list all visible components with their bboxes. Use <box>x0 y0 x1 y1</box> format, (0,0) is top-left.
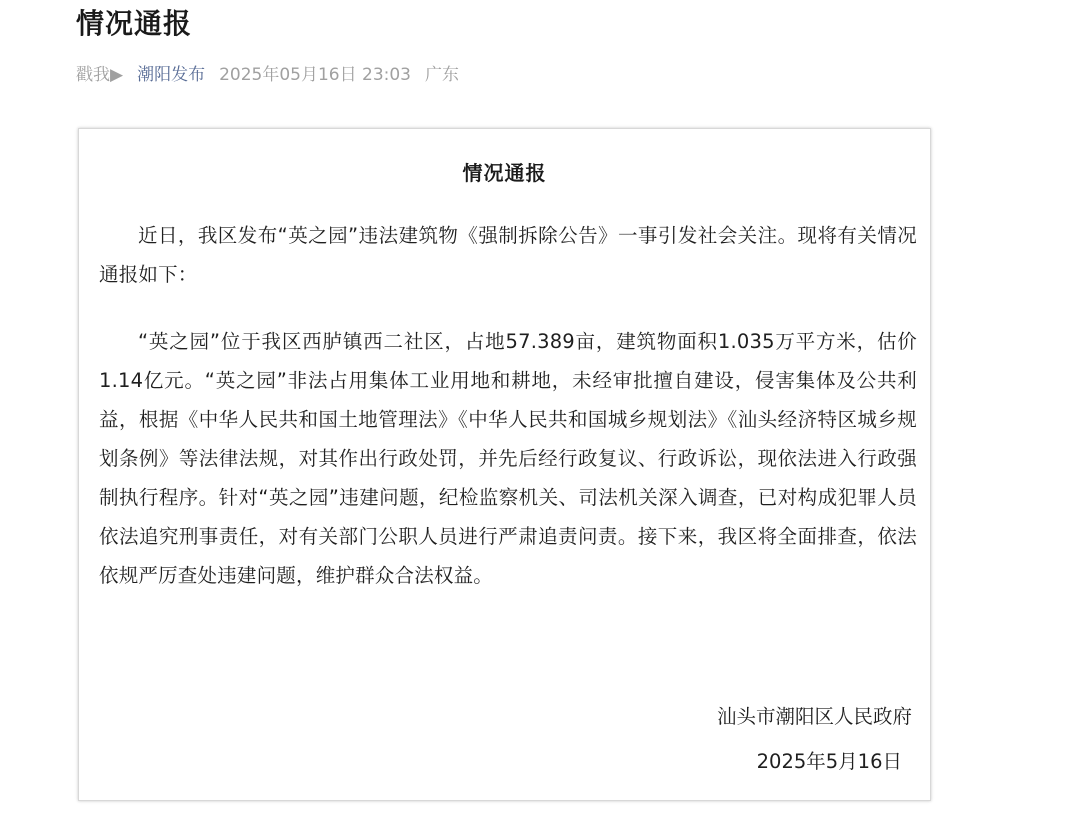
notice-heading: 情况通报 <box>462 161 547 185</box>
article-title: 情况通报 <box>76 7 193 40</box>
publish-location: 广东 <box>425 65 460 85</box>
account-name-link[interactable]: 潮阳发布 <box>137 65 206 85</box>
signature-date: 2025年5月16日 <box>756 750 902 773</box>
notice-image-card <box>78 128 931 801</box>
article-meta <box>76 60 459 85</box>
notice-paragraph-body: “英之园”位于我区西胪镇西二社区，占地57.389亩，建筑物面积1.035万平方米，估价1.14亿元。“英之园”非法占用集体工业用地和耕地，未经审批擅自建设，侵害集体及公共利益，根据《中华人民共和国土地管理法》《中华人民共和国城乡规划法》《汕头经济特区城乡规划条例》等法律法规，对其作出行政处罚，并先后经行政复议、行政诉讼，现依法进入行政强制执行程序。针对“英之园”违建问题，纪检监察机关、司法机关深入调查，已对构成犯罪人员依法追究刑事责任，对有关部门公职人员进行严肃追责问责。接下来，我区将全面排查，依法依规严厉查处违建问题，维护群众合法权益。 <box>99 330 917 587</box>
publish-datetime: 2025年05月16日 23:03 <box>219 65 412 85</box>
signature-organization: 汕头市潮阳区人民政府 <box>716 705 912 728</box>
poke-link[interactable]: 戳我▶ <box>76 65 124 85</box>
notice-paragraph-intro: 近日，我区发布“英之园”违法建筑物《强制拆除公告》一事引发社会关注。现将有关情况通报如下： <box>99 224 917 286</box>
